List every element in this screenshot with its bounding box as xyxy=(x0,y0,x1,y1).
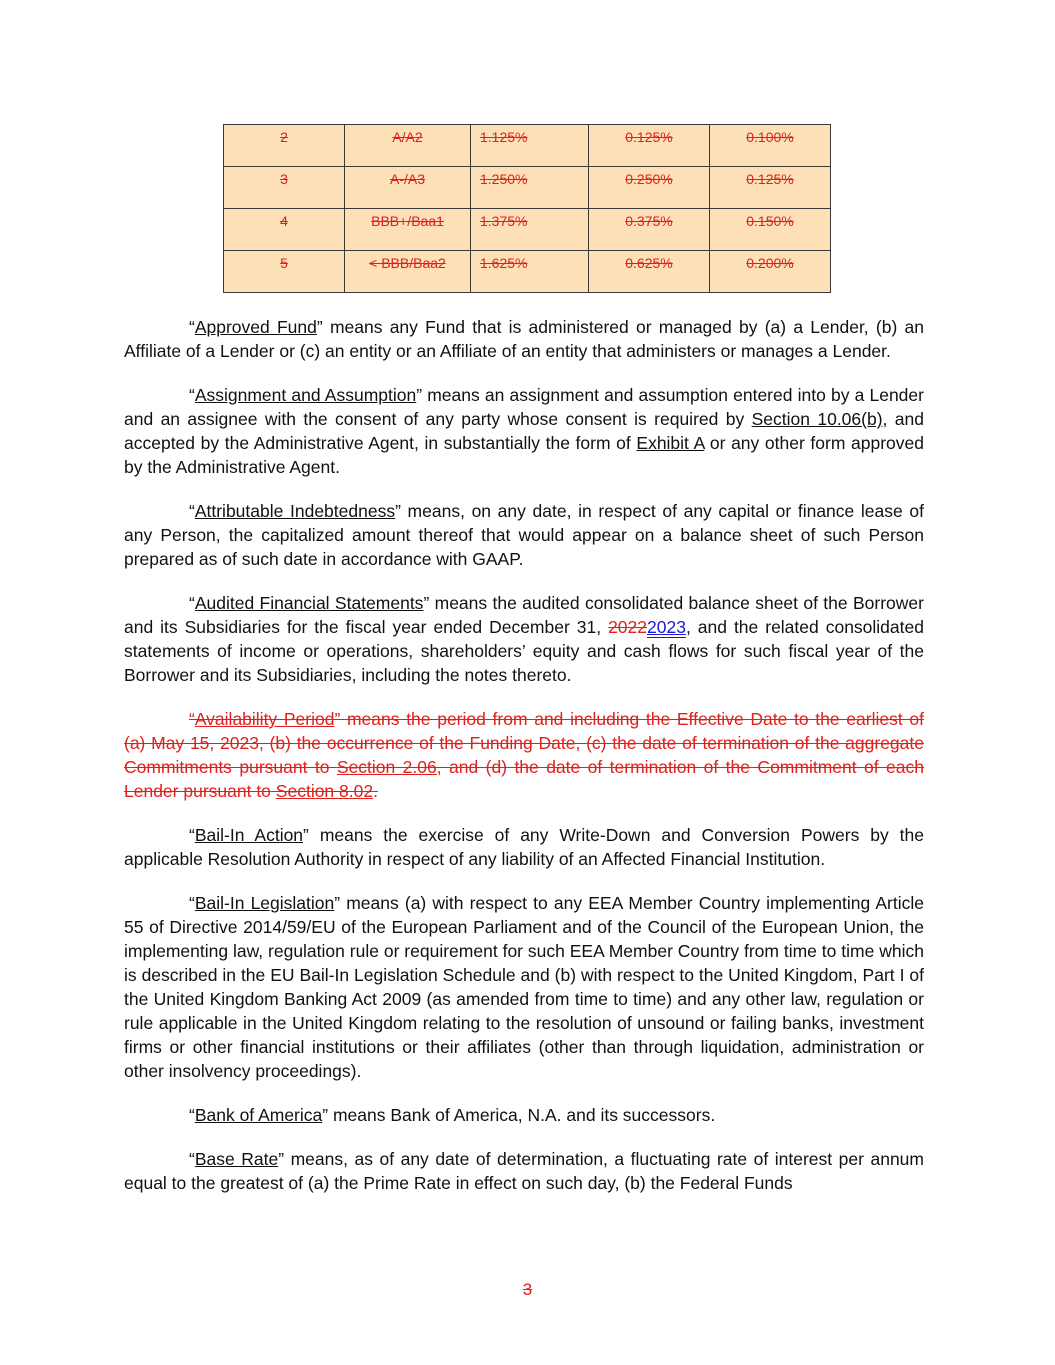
defined-term: Availability Period xyxy=(194,709,335,729)
cell-text: A-/A3 xyxy=(389,171,425,187)
cell-text: 1.250% xyxy=(480,171,528,187)
defined-term: Attributable Indebtedness xyxy=(194,501,396,521)
table-cell xyxy=(224,125,345,167)
section-reference: Section 2.06 xyxy=(336,757,437,777)
cell-text: 4 xyxy=(280,213,288,229)
definition-base-rate: “Base Rate” means, as of any date of determination, a fluctuating rate of interest per annum equal to the greatest of (a) the Prime Rate in effect on such day, (b) the Federal Funds xyxy=(124,1149,924,1193)
defined-term: Bank of America xyxy=(194,1105,323,1125)
document-body xyxy=(124,315,924,1215)
cell-text: 1.625% xyxy=(480,255,528,271)
page-number: 3 xyxy=(522,1280,533,1299)
cell-text: 0.375% xyxy=(625,213,673,229)
exhibit-reference: Exhibit A xyxy=(636,433,705,453)
definition-assignment-and-assumption: “Assignment and Assumption” means an assignment and assumption entered into by a Lender and an assignee with the consent of any party whose consent is required by Section 10.06(b), and accepted by the Administrative Agent, in substantially the form of Exhibit A or any other form approved by the Administrative Agent. xyxy=(124,385,924,477)
table-cell xyxy=(589,251,710,293)
cell-text: 1.375% xyxy=(480,213,528,229)
pricing-grid-table xyxy=(223,124,831,293)
definition-bail-in-legislation: “Bail-In Legislation” means (a) with respect to any EEA Member Country implementing Article 55 of Directive 2014/59/EU of the European Parliament and of the Council of the European Union, the implementing law, regulation rule or requirement for such EEA Member Country from time to time which is described in the EU Bail-In Legislation Schedule and (b) with respect to the United Kingdom, Part I of the United Kingdom Banking Act 2009 (as amended from time to time) and any other law, regulation or rule applicable in the United Kingdom relating to the resolution of unsound or failing banks, investment firms or other financial institutions or their affiliates (other than through liquidation, administration or other insolvency proceedings). xyxy=(124,893,925,1081)
cell-text: 0.200% xyxy=(746,255,794,271)
table-cell xyxy=(471,251,589,293)
defined-term: Base Rate xyxy=(194,1149,279,1169)
table-cell xyxy=(471,209,589,251)
cell-text: 0.125% xyxy=(625,129,673,145)
defined-term: Approved Fund xyxy=(194,317,317,337)
inserted-year: 2023 xyxy=(647,617,686,637)
table-cell xyxy=(345,125,471,167)
definition-approved-fund: “Approved Fund” means any Fund that is administered or managed by (a) a Lender, (b) an Affiliate of a Lender or (c) an entity or an Affiliate of an entity that administers or manages a Lender. xyxy=(124,317,924,361)
cell-text: 0.250% xyxy=(625,171,673,187)
cell-text: 5 xyxy=(280,255,288,271)
cell-text: 0.150% xyxy=(746,213,794,229)
section-reference: Section 8.02 xyxy=(275,781,374,801)
definition-text: means the audited consolidated balance sheet of the Borrower and its Subsidiaries for the fiscal year ended December 31, xyxy=(124,593,924,637)
table-cell xyxy=(710,167,831,209)
table-cell xyxy=(224,209,345,251)
definition-text: , and the related consolidated statements of income or operations, shareholders’ equity and cash flows for such fiscal year of the Borrower and its Subsidiaries, including the notes thereto. xyxy=(124,617,924,685)
cell-text: < BBB/Baa2 xyxy=(369,255,446,271)
definition-text: means the exercise of any Write-Down and Conversion Powers by the applicable Resolution Authority in respect of any liability of an Affected Financial Institution. xyxy=(124,825,925,869)
defined-term: Assignment and Assumption xyxy=(194,385,417,405)
table-cell xyxy=(471,125,589,167)
definition-text: means any Fund that is administered or managed by (a) a Lender, (b) an Affiliate of a Lender or (c) an entity or an Affiliate of an entity that administers or manages a Lender. xyxy=(124,317,924,361)
defined-term: Bail-In Action xyxy=(194,825,304,845)
cell-text: BBB+/Baa1 xyxy=(371,213,444,229)
table-cell xyxy=(710,209,831,251)
table-row xyxy=(224,209,831,251)
cell-text: 0.625% xyxy=(625,255,673,271)
cell-text: 3 xyxy=(280,171,288,187)
definition-text: or any other form approved by the Administrative Agent. xyxy=(124,433,924,477)
table-cell xyxy=(589,125,710,167)
definition-attributable-indebtedness: “Attributable Indebtedness” means, on any date, in respect of any capital or finance lease of any Person, the capitalized amount thereof that would appear on a balance sheet of such Person prepared as of such date in accordance with GAAP. xyxy=(124,501,924,569)
table-cell xyxy=(471,167,589,209)
definition-text: means the period from and including the Effective Date to the earliest of (a) May 15, 2023, (b) the occurrence of the Funding Date, (c) the date of termination of the aggregate Commitments pursuant to xyxy=(124,709,924,777)
definition-bank-of-america: “Bank of America” means Bank of America, N.A. and its successors. xyxy=(189,1105,716,1125)
deleted-year: 2022 xyxy=(608,617,648,637)
section-reference: Section 10.06(b) xyxy=(751,409,883,429)
table-cell xyxy=(224,167,345,209)
cell-text: 2 xyxy=(280,129,288,145)
table-row xyxy=(224,167,831,209)
table-cell xyxy=(710,251,831,293)
definition-text: means (a) with respect to any EEA Member Country implementing Article 55 of Directive 2014/59/EU of the European Parliament and of the Council of the European Union, the implementing law, regulation rule or requirement for such EEA Member Country from time to time which is described in the EU Bail-In Legislation Schedule and (b) with respect to the United Kingdom, Part I of the United Kingdom Banking Act 2009 (as amended from time to time) and any other law, regulation or rule applicable in the United Kingdom relating to the resolution of unsound or failing banks, investment firms or other financial institutions or their affiliates (other than through liquidation, administration or other insolvency proceedings). xyxy=(124,893,925,1081)
cell-text: A/A2 xyxy=(392,129,423,145)
definition-bail-in-action: “Bail-In Action” means the exercise of any Write-Down and Conversion Powers by the applicable Resolution Authority in respect of any liability of an Affected Financial Institution. xyxy=(124,825,925,869)
definition-text: , and accepted by the Administrative Agent, in substantially the form of xyxy=(124,409,924,453)
definition-text: means, on any date, in respect of any capital or finance lease of any Person, the capitalized amount thereof that would appear on a balance sheet of such Person prepared as of such date in accordance with GAAP. xyxy=(124,501,924,569)
definition-text: means Bank of America, N.A. and its successors. xyxy=(332,1105,716,1125)
table-cell xyxy=(345,167,471,209)
defined-term: Bail-In Legislation xyxy=(194,893,335,913)
definition-text: means an assignment and assumption entered into by a Lender and an assignee with the consent of any party whose consent is required by xyxy=(124,385,924,429)
table-cell xyxy=(345,209,471,251)
table-cell xyxy=(345,251,471,293)
cell-text: 1.125% xyxy=(480,129,528,145)
definition-text: means, as of any date of determination, a fluctuating rate of interest per annum equal to the greatest of (a) the Prime Rate in effect on such day, (b) the Federal Funds xyxy=(124,1149,924,1193)
table-cell xyxy=(710,125,831,167)
table-cell xyxy=(589,167,710,209)
table-cell xyxy=(224,251,345,293)
cell-text: 0.125% xyxy=(746,171,794,187)
table-row xyxy=(224,125,831,167)
definition-availability-period: “Availability Period” means the period from and including the Effective Date to the earliest of (a) May 15, 2023, (b) the occurrence of the Funding Date, (c) the date of termination of the aggregate Commitments pursuant to Section 2.06, and (d) the date of termination of the Commitment of each Lender pursuant to Section 8.02. xyxy=(124,709,924,801)
defined-term: Audited Financial Statements xyxy=(194,593,424,613)
table-cell xyxy=(589,209,710,251)
definition-audited-financial-statements: “Audited Financial Statements” means the audited consolidated balance sheet of the Borrower and its Subsidiaries for the fiscal year ended December 31, 20222023, and the related consolidated statements of income or operations, shareholders’ equity and cash flows for such fiscal year of the Borrower and its Subsidiaries, including the notes thereto. xyxy=(124,593,924,685)
definition-text: , and (d) the date of termination of the Commitment of each Lender pursuant to xyxy=(124,757,924,801)
table-row xyxy=(224,251,831,293)
cell-text: 0.100% xyxy=(746,129,794,145)
definition-text: . xyxy=(373,781,378,801)
